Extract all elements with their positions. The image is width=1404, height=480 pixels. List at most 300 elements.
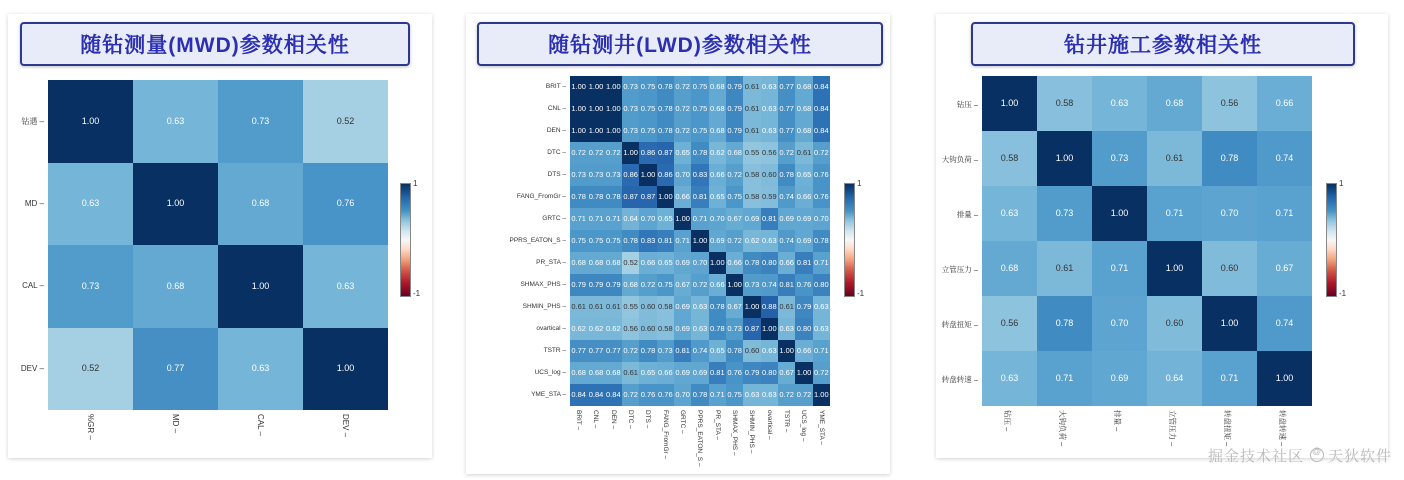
heatmap-cell: 0.72: [587, 142, 604, 164]
heatmap-ylabel: CNL –: [547, 104, 566, 112]
heatmap-cell: 1.00: [218, 245, 303, 328]
heatmap-cell: 0.72: [570, 142, 587, 164]
heatmap-cell: 0.73: [622, 76, 639, 98]
heatmap-cell: 1.00: [1202, 296, 1257, 351]
heatmap-cell: 0.78: [709, 296, 726, 318]
heatmap-cell: 0.73: [657, 340, 674, 362]
heatmap-xlabel: YME_STA –: [817, 410, 825, 445]
heatmap-cell: 0.60: [1147, 296, 1202, 351]
heatmap-cell: 0.78: [657, 98, 674, 120]
heatmap-xlabel: DTS –: [644, 410, 652, 429]
heatmap-mwd: [48, 80, 388, 410]
heatmap-cell: 1.00: [1092, 186, 1147, 241]
heatmap-cell: 1.00: [587, 120, 604, 142]
heatmap-cell: 0.87: [743, 318, 760, 340]
heatmap-cell: 0.73: [622, 98, 639, 120]
heatmap-cell: 0.75: [691, 120, 708, 142]
heatmap-cell: 1.00: [605, 120, 622, 142]
heatmap-cell: 1.00: [1147, 241, 1202, 296]
heatmap-cell: 0.75: [726, 186, 743, 208]
heatmap-cell: 0.61: [622, 362, 639, 384]
heatmap-cell: 0.69: [674, 318, 691, 340]
heatmap-cell: 0.63: [133, 80, 218, 163]
heatmap-cell: 0.55: [743, 142, 760, 164]
heatmap-cell: 0.68: [982, 241, 1037, 296]
heatmap-cell: 1.00: [1037, 131, 1092, 186]
heatmap-cell: 0.74: [691, 340, 708, 362]
heatmap-cell: 0.66: [709, 164, 726, 186]
panel-drill: [912, 0, 1404, 474]
heatmap-cell: 0.66: [795, 340, 812, 362]
colorbar-drill-max: 1: [1339, 179, 1344, 188]
heatmap-cell: 0.71: [605, 208, 622, 230]
watermark: [1208, 445, 1392, 466]
heatmap-xlabel: 钻压 –: [1003, 410, 1013, 432]
heatmap-cell: 0.79: [570, 274, 587, 296]
heatmap-cell: 0.73: [1037, 186, 1092, 241]
heatmap-cell: 0.79: [726, 98, 743, 120]
heatmap-xlabel: 大钩负荷 –: [1058, 410, 1068, 447]
heatmap-cell: 0.75: [639, 98, 656, 120]
heatmap-ylabel: DEV –: [20, 363, 44, 373]
heatmap-cell: 0.73: [743, 274, 760, 296]
heatmap-cell: 0.63: [982, 351, 1037, 406]
heatmap-cell: 0.69: [674, 362, 691, 384]
heatmap-cell: 0.75: [570, 230, 587, 252]
heatmap-cell: 0.52: [303, 80, 388, 163]
heatmap-cell: 0.69: [795, 230, 812, 252]
heatmap-ylabel: CAL –: [22, 281, 44, 291]
heatmap-cell: 0.58: [982, 131, 1037, 186]
heatmap-xlabel: PR_STA –: [713, 410, 721, 440]
heatmap-cell: 0.76: [657, 384, 674, 406]
heatmap-cell: 0.64: [622, 208, 639, 230]
heatmap-cell: 0.67: [778, 362, 795, 384]
heatmap-lwd: [570, 76, 830, 406]
heatmap-cell: 0.78: [570, 186, 587, 208]
watermark-right: 天狄软件: [1327, 448, 1392, 465]
heatmap-cell: 0.63: [218, 328, 303, 411]
heatmap-xlabel: 转盘转速 –: [1278, 410, 1288, 447]
heatmap-cell: 0.80: [761, 362, 778, 384]
heatmap-ylabel: 排量 –: [956, 209, 978, 219]
heatmap-cell: 0.70: [691, 252, 708, 274]
heatmap-cell: 0.76: [726, 362, 743, 384]
heatmap-cell: 1.00: [570, 120, 587, 142]
heatmap-cell: 0.63: [743, 384, 760, 406]
heatmap-ylabel: ovartical –: [536, 324, 566, 332]
heatmap-cell: 0.84: [813, 120, 830, 142]
heatmap-cell: 0.69: [691, 362, 708, 384]
heatmap-xlabel: DEN –: [609, 410, 617, 430]
heatmap-xlabel: CNL –: [592, 410, 600, 429]
heatmap-cell: 0.79: [726, 76, 743, 98]
heatmap-cell: 0.63: [813, 318, 830, 340]
heatmap-cell: 0.72: [726, 164, 743, 186]
heatmap-cell: 1.00: [657, 186, 674, 208]
heatmap-ylabel: 转盘转速 –: [941, 374, 978, 384]
heatmap-cell: 0.55: [622, 296, 639, 318]
heatmap-cell: 0.68: [570, 252, 587, 274]
heatmap-cell: 0.56: [1202, 76, 1257, 131]
heatmap-cell: 0.79: [587, 274, 604, 296]
heatmap-xlabel: 排量 –: [1113, 410, 1123, 432]
heatmap-cell: 1.00: [133, 163, 218, 246]
heatmap-cell: 0.76: [639, 384, 656, 406]
heatmap-cell: 0.75: [657, 274, 674, 296]
heatmap-cell: 0.78: [587, 186, 604, 208]
heatmap-cell: 0.66: [778, 252, 795, 274]
heatmap-cell: 0.66: [1257, 76, 1312, 131]
panel-lwd: [440, 0, 912, 474]
heatmap-cell: 1.00: [743, 296, 760, 318]
heatmap-cell: 1.00: [605, 76, 622, 98]
panel-lwd-title-box: [477, 22, 883, 66]
heatmap-xlabel: SHMIN_PHS –: [748, 410, 756, 454]
heatmap-cell: 0.81: [795, 252, 812, 274]
heatmap-cell: 0.70: [674, 164, 691, 186]
heatmap-cell: 0.78: [1202, 131, 1257, 186]
heatmap-cell: 1.00: [813, 384, 830, 406]
heatmap-cell: 0.68: [622, 274, 639, 296]
heatmap-cell: 0.78: [605, 186, 622, 208]
heatmap-cell: 0.66: [709, 274, 726, 296]
colorbar-mwd: [400, 183, 411, 297]
heatmap-drill: [982, 76, 1312, 406]
heatmap-cell: 0.52: [48, 328, 133, 411]
heatmap-cell: 0.80: [813, 274, 830, 296]
heatmap-cell: 0.59: [761, 186, 778, 208]
heatmap-cell: 0.71: [587, 208, 604, 230]
heatmap-cell: 0.68: [709, 98, 726, 120]
heatmap-ylabel: 钻遇 –: [21, 117, 44, 127]
heatmap-cell: 0.69: [795, 208, 812, 230]
heatmap-xlabel: FANG_FromGr –: [661, 410, 669, 460]
heatmap-cell: 0.63: [761, 76, 778, 98]
heatmap-cell: 0.70: [1092, 296, 1147, 351]
heatmap-cell: 0.68: [709, 120, 726, 142]
heatmap-cell: 0.75: [726, 384, 743, 406]
heatmap-cell: 0.71: [674, 230, 691, 252]
heatmap-cell: 0.77: [605, 340, 622, 362]
heatmap-ylabel: DTS –: [547, 170, 566, 178]
heatmap-cell: 0.71: [813, 252, 830, 274]
heatmap-cell: 0.81: [691, 186, 708, 208]
heatmap-cell: 0.68: [218, 163, 303, 246]
heatmap-cell: 0.72: [691, 274, 708, 296]
heatmap-xlabel: SHMAX_PHS –: [730, 410, 738, 456]
heatmap-cell: 0.60: [639, 318, 656, 340]
heatmap-cell: 0.70: [709, 208, 726, 230]
heatmap-cell: 0.71: [1147, 186, 1202, 241]
heatmap-cell: 1.00: [709, 252, 726, 274]
heatmap-cell: 0.65: [709, 340, 726, 362]
heatmap-ylabel: SHMIN_PHS –: [522, 302, 566, 310]
colorbar-mwd-min: -1: [413, 289, 421, 298]
heatmap-cell: 0.75: [691, 76, 708, 98]
heatmap-ylabel: 钻压 –: [956, 99, 978, 109]
heatmap-cell: 0.63: [761, 120, 778, 142]
heatmap-cell: 0.63: [303, 245, 388, 328]
heatmap-xlabel: PPRS_EATON_S –: [696, 410, 704, 467]
heatmap-cell: 1.00: [778, 340, 795, 362]
heatmap-ylabel: TSTR –: [543, 346, 566, 354]
heatmap-cell: 0.72: [639, 274, 656, 296]
heatmap-cell: 0.77: [570, 340, 587, 362]
heatmap-cell: 0.72: [674, 76, 691, 98]
heatmap-cell: 1.00: [726, 274, 743, 296]
heatmap-cell: 0.77: [587, 340, 604, 362]
heatmap-cell: 0.66: [726, 252, 743, 274]
heatmap-ylabel: MD –: [24, 198, 44, 208]
heatmap-cell: 0.56: [761, 142, 778, 164]
heatmap-xlabel: BRIT –: [574, 410, 582, 431]
heatmap-cell: 0.73: [622, 120, 639, 142]
heatmap-cell: 0.68: [570, 362, 587, 384]
heatmap-cell: 0.58: [657, 318, 674, 340]
heatmap-cell: 0.61: [778, 296, 795, 318]
heatmap-cell: 0.87: [622, 186, 639, 208]
heatmap-cell: 0.80: [795, 318, 812, 340]
heatmap-cell: 0.73: [570, 164, 587, 186]
heatmap-cell: 0.67: [1257, 241, 1312, 296]
heatmap-cell: 0.56: [622, 318, 639, 340]
heatmap-xlabel: TSTR –: [782, 410, 790, 433]
heatmap-cell: 0.58: [743, 164, 760, 186]
heatmap-cell: 1.00: [639, 164, 656, 186]
panel-mwd-title: 随钻测量(MWD)参数相关性: [80, 34, 350, 57]
heatmap-cell: 0.65: [657, 252, 674, 274]
heatmap-cell: 0.68: [605, 252, 622, 274]
heatmap-cell: 0.69: [674, 296, 691, 318]
heatmap-cell: 0.72: [605, 142, 622, 164]
heatmap-cell: 0.68: [795, 76, 812, 98]
heatmap-cell: 0.84: [587, 384, 604, 406]
heatmap-cell: 0.72: [795, 384, 812, 406]
heatmap-cell: 0.68: [795, 98, 812, 120]
colorbar-lwd-min: -1: [857, 289, 865, 298]
heatmap-cell: 0.61: [605, 296, 622, 318]
heatmap-cell: 0.62: [709, 142, 726, 164]
heatmap-cell: 1.00: [570, 76, 587, 98]
heatmap-cell: 0.72: [778, 142, 795, 164]
heatmap-cell: 0.65: [674, 142, 691, 164]
heatmap-ylabel: 大钩负荷 –: [941, 154, 978, 164]
heatmap-xlabel: 转盘扭矩 –: [1223, 410, 1233, 447]
heatmap-cell: 0.69: [1092, 351, 1147, 406]
colorbar-lwd: [844, 183, 855, 297]
heatmap-cell: 0.76: [303, 163, 388, 246]
heatmap-cell: 0.78: [691, 384, 708, 406]
heatmap-cell: 1.00: [605, 98, 622, 120]
heatmap-cell: 0.75: [587, 230, 604, 252]
heatmap-cell: 0.65: [639, 362, 656, 384]
panel-mwd-title-box: [20, 22, 410, 66]
heatmap-cell: 0.84: [813, 98, 830, 120]
heatmap-cell: 0.71: [570, 208, 587, 230]
heatmap-cell: 0.69: [778, 208, 795, 230]
heatmap-cell: 1.00: [48, 80, 133, 163]
heatmap-cell: 0.70: [813, 208, 830, 230]
heatmap-cell: 0.79: [743, 362, 760, 384]
panel-drill-title: 钻井施工参数相关性: [1064, 34, 1262, 57]
heatmap-cell: 0.69: [674, 252, 691, 274]
heatmap-cell: 0.87: [657, 142, 674, 164]
heatmap-cell: 0.71: [813, 340, 830, 362]
heatmap-cell: 0.60: [743, 340, 760, 362]
heatmap-cell: 0.83: [639, 230, 656, 252]
heatmap-cell: 1.00: [570, 98, 587, 120]
heatmap-cell: 1.00: [795, 362, 812, 384]
heatmap-cell: 0.70: [1202, 186, 1257, 241]
heatmap-cell: 0.52: [622, 252, 639, 274]
heatmap-cell: 0.81: [674, 340, 691, 362]
heatmap-cell: 0.87: [639, 186, 656, 208]
heatmap-cell: 0.78: [778, 164, 795, 186]
heatmap-cell: 0.79: [605, 274, 622, 296]
heatmap-cell: 0.58: [743, 186, 760, 208]
heatmap-cell: 0.78: [622, 230, 639, 252]
heatmap-cell: 0.66: [639, 252, 656, 274]
heatmap-xlabel: %GR –: [85, 414, 95, 440]
heatmap-ylabel: FANG_FromGr –: [516, 192, 566, 200]
heatmap-cell: 0.78: [813, 230, 830, 252]
heatmap-cell: 0.72: [622, 384, 639, 406]
heatmap-xlabel: DTC –: [626, 410, 634, 429]
heatmap-cell: 0.62: [570, 318, 587, 340]
heatmap-cell: 0.79: [795, 296, 812, 318]
heatmap-ylabel: YME_STA –: [531, 390, 566, 398]
heatmap-cell: 0.62: [587, 318, 604, 340]
heatmap-cell: 0.72: [778, 384, 795, 406]
heatmap-cell: 0.61: [795, 142, 812, 164]
heatmap-cell: 0.75: [605, 230, 622, 252]
heatmap-cell: 0.61: [743, 120, 760, 142]
heatmap-xlabel: MD –: [170, 414, 180, 434]
heatmap-cell: 0.72: [726, 230, 743, 252]
heatmap-cell: 0.60: [639, 296, 656, 318]
heatmap-cell: 0.77: [778, 98, 795, 120]
heatmap-cell: 0.72: [622, 340, 639, 362]
heatmap-cell: 0.74: [761, 274, 778, 296]
heatmap-cell: 0.62: [605, 318, 622, 340]
heatmap-cell: 0.84: [813, 76, 830, 98]
heatmap-cell: 0.63: [761, 340, 778, 362]
heatmap-cell: 0.72: [813, 142, 830, 164]
heatmap-cell: 0.68: [709, 76, 726, 98]
heatmap-cell: 0.56: [982, 296, 1037, 351]
heatmap-cell: 0.86: [657, 164, 674, 186]
heatmap-cell: 0.72: [813, 362, 830, 384]
heatmap-cell: 0.73: [48, 245, 133, 328]
heatmap-cell: 0.63: [982, 186, 1037, 241]
heatmap-cell: 0.80: [761, 252, 778, 274]
heatmap-ylabel: SHMAX_PHS –: [520, 280, 566, 288]
heatmap-cell: 0.58: [657, 296, 674, 318]
heatmap-cell: 0.78: [709, 318, 726, 340]
heatmap-cell: 0.77: [778, 120, 795, 142]
heatmap-cell: 0.73: [1092, 131, 1147, 186]
heatmap-cell: 0.63: [48, 163, 133, 246]
heatmap-cell: 0.86: [622, 164, 639, 186]
heatmap-cell: 0.65: [795, 164, 812, 186]
heatmap-cell: 0.63: [1092, 76, 1147, 131]
heatmap-ylabel: UCS_log –: [534, 368, 566, 376]
heatmap-xlabel: 立管压力 –: [1168, 410, 1178, 447]
heatmap-cell: 0.68: [133, 245, 218, 328]
heatmap-cell: 1.00: [622, 142, 639, 164]
watermark-at-icon: [1310, 448, 1324, 462]
heatmap-xlabel: ovartical –: [765, 410, 773, 440]
heatmap-cell: 0.66: [795, 186, 812, 208]
heatmap-cell: 0.77: [778, 76, 795, 98]
heatmap-cell: 0.74: [778, 230, 795, 252]
heatmap-cell: 0.71: [1257, 186, 1312, 241]
heatmap-cell: 0.67: [726, 296, 743, 318]
heatmap-cell: 0.81: [657, 230, 674, 252]
heatmap-cell: 0.63: [761, 384, 778, 406]
heatmap-cell: 0.81: [761, 208, 778, 230]
heatmap-cell: 0.68: [795, 120, 812, 142]
heatmap-cell: 0.61: [570, 296, 587, 318]
heatmap-ylabel: PR_STA –: [536, 258, 566, 266]
heatmap-ylabel: PPRS_EATON_S –: [509, 236, 566, 244]
heatmap-cell: 0.67: [674, 274, 691, 296]
heatmap-cell: 0.74: [1257, 296, 1312, 351]
heatmap-cell: 0.75: [639, 120, 656, 142]
heatmap-cell: 0.81: [778, 274, 795, 296]
heatmap-cell: 0.78: [657, 120, 674, 142]
heatmap-xlabel: UCS_log –: [800, 410, 808, 442]
heatmap-cell: 0.78: [691, 142, 708, 164]
heatmap-cell: 0.62: [743, 230, 760, 252]
heatmap-cell: 0.60: [1202, 241, 1257, 296]
heatmap-cell: 0.61: [587, 296, 604, 318]
heatmap-cell: 0.61: [1147, 131, 1202, 186]
panel-lwd-title: 随钻测井(LWD)参数相关性: [548, 34, 812, 57]
heatmap-cell: 0.73: [726, 318, 743, 340]
heatmap-cell: 0.78: [1037, 296, 1092, 351]
heatmap-cell: 0.73: [218, 80, 303, 163]
heatmap-cell: 1.00: [674, 208, 691, 230]
heatmap-cell: 0.84: [570, 384, 587, 406]
heatmap-cell: 0.63: [691, 296, 708, 318]
heatmap-cell: 0.69: [743, 208, 760, 230]
panel-mwd: [0, 0, 440, 474]
heatmap-cell: 1.00: [587, 76, 604, 98]
heatmap-cell: 0.75: [691, 98, 708, 120]
heatmap-cell: 0.63: [778, 318, 795, 340]
heatmap-cell: 0.70: [674, 384, 691, 406]
heatmap-ylabel: 转盘扭矩 –: [941, 319, 978, 329]
heatmap-ylabel: GRTC –: [542, 214, 566, 222]
heatmap-cell: 0.76: [813, 164, 830, 186]
heatmap-cell: 0.79: [726, 120, 743, 142]
heatmap-cell: 0.81: [709, 362, 726, 384]
panel-drill-title-box: [971, 22, 1355, 66]
heatmap-cell: 1.00: [761, 318, 778, 340]
heatmap-xlabel: GRTC –: [678, 410, 686, 434]
heatmap-cell: 0.74: [778, 186, 795, 208]
heatmap-ylabel: DEN –: [546, 126, 566, 134]
heatmap-cell: 0.70: [639, 208, 656, 230]
heatmap-cell: 0.78: [743, 252, 760, 274]
heatmap-cell: 0.74: [1257, 131, 1312, 186]
heatmap-cell: 0.64: [1147, 351, 1202, 406]
heatmap-cell: 0.61: [743, 76, 760, 98]
heatmap-cell: 0.61: [743, 98, 760, 120]
heatmap-cell: 0.72: [674, 120, 691, 142]
